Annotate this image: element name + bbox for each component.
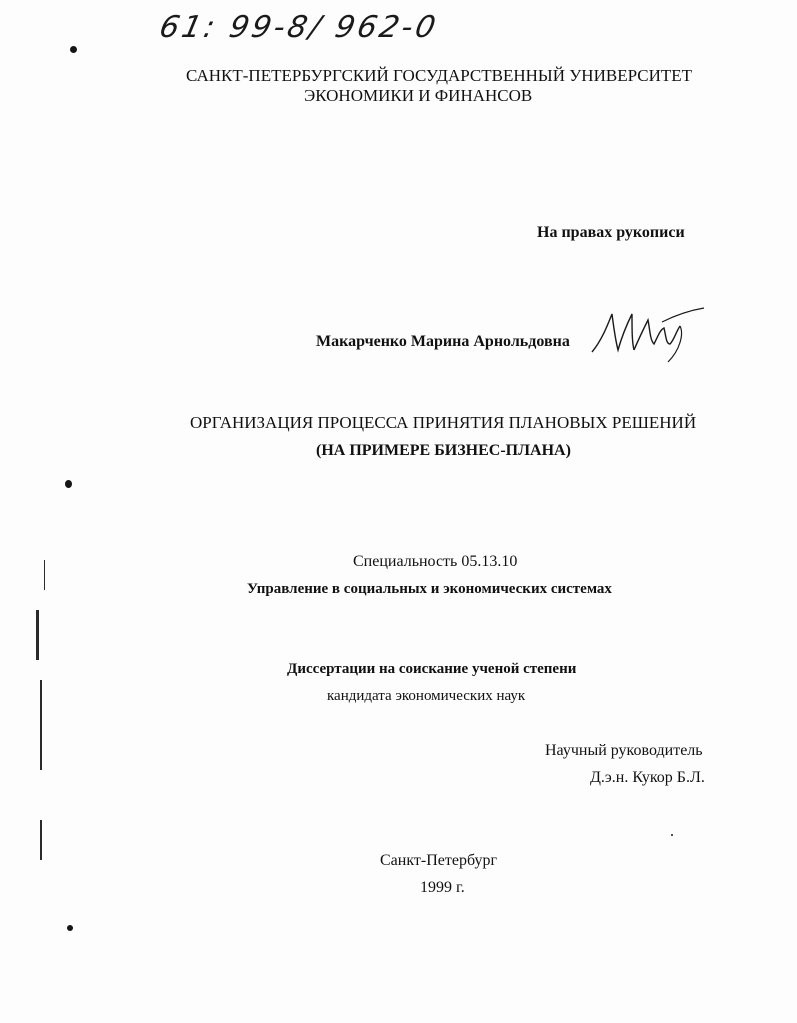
scan-edge-mark — [36, 610, 39, 660]
city: Санкт-Петербург — [380, 852, 498, 869]
scan-speck — [70, 46, 77, 53]
author-signature — [588, 300, 708, 370]
supervisor-label: Научный руководитель — [545, 742, 703, 759]
year: 1999 г. — [420, 879, 465, 896]
scan-edge-mark — [40, 680, 42, 770]
supervisor-name: Д.э.н. Кукор Б.Л. — [590, 769, 705, 786]
specialty-code: Специальность 05.13.10 — [353, 553, 518, 570]
archive-number: 61: 99-8/ 962-0 — [156, 10, 442, 45]
university-name-line2: ЭКОНОМИКИ И ФИНАНСОВ — [304, 86, 533, 105]
scan-speck — [671, 834, 673, 836]
degree-line1: Диссертации на соискание ученой степени — [287, 661, 577, 677]
degree-line2: кандидата экономических наук — [327, 688, 526, 704]
thesis-title-line1: ОРГАНИЗАЦИЯ ПРОЦЕССА ПРИНЯТИЯ ПЛАНОВЫХ РЕШЕНИЙ — [190, 413, 697, 432]
manuscript-note: На правах рукописи — [537, 224, 685, 241]
university-name-line1: САНКТ-ПЕТЕРБУРГСКИЙ ГОСУДАРСТВЕННЫЙ УНИВЕРСИТЕТ — [186, 66, 693, 85]
scan-edge-mark — [40, 820, 42, 860]
scan-speck — [67, 925, 73, 931]
thesis-title-line2: (НА ПРИМЕРЕ БИЗНЕС-ПЛАНА) — [316, 442, 571, 459]
scan-speck — [65, 480, 72, 488]
specialty-name: Управление в социальных и экономических системах — [247, 581, 612, 597]
scan-edge-mark — [44, 560, 45, 590]
author-name: Макарченко Марина Арнольдовна — [316, 333, 570, 350]
